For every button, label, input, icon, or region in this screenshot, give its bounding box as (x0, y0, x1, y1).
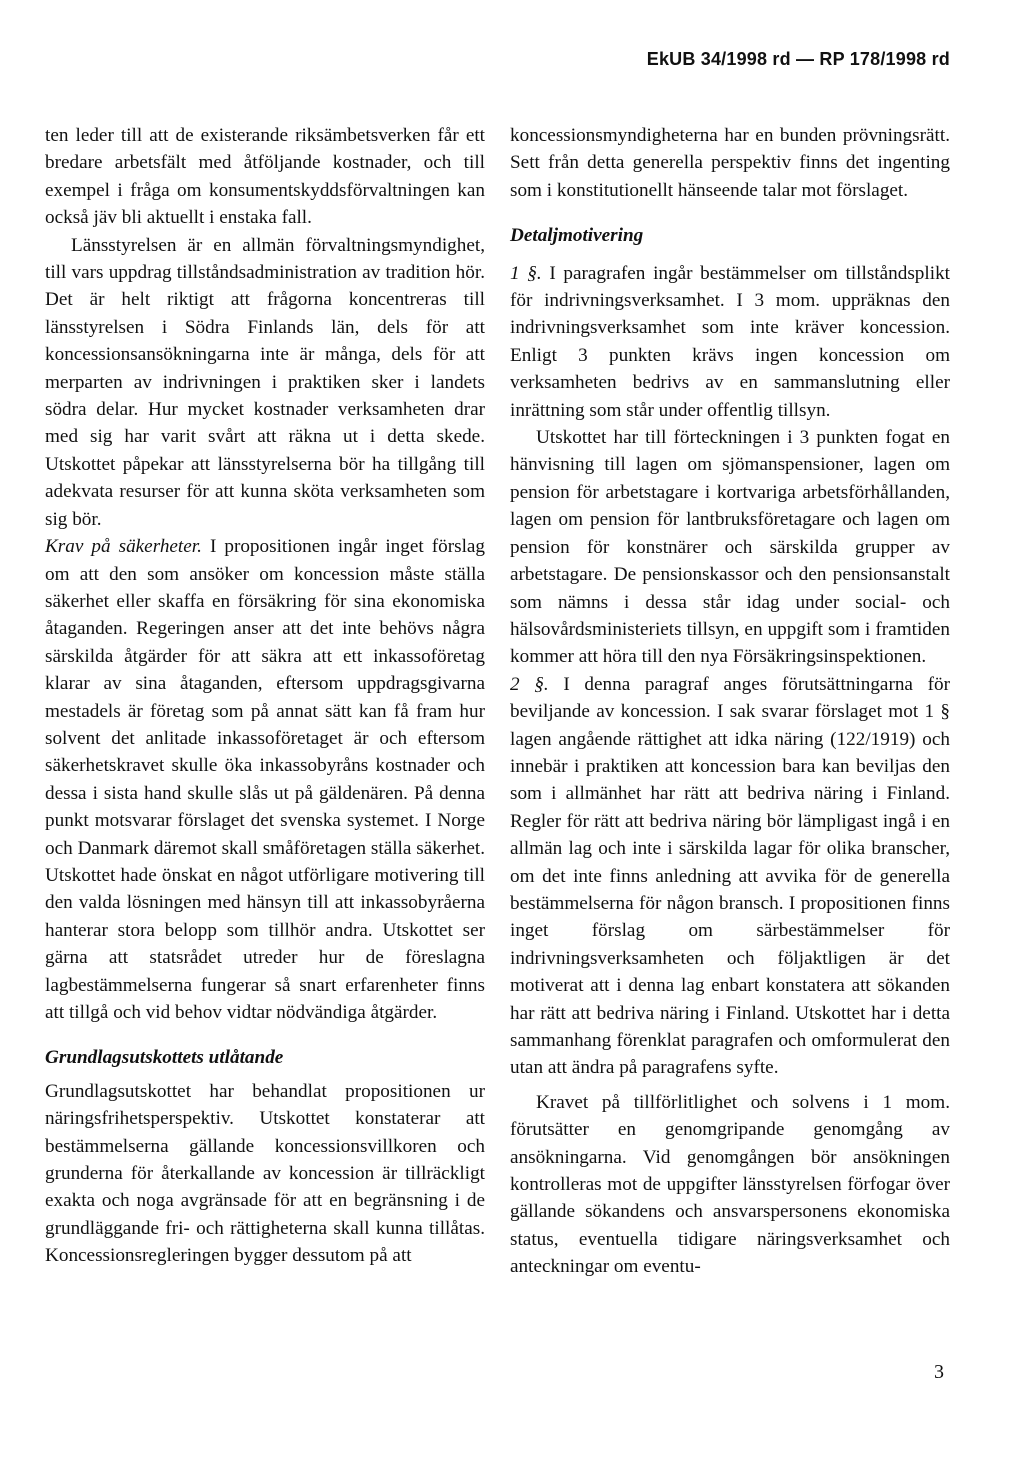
left-column (45, 122, 485, 1270)
right-column (510, 122, 950, 1281)
paragraph-body: I denna paragraf anges förutsättningarna för beviljande av koncession. I sak svarar förslaget mot 1 § lagen angående rättighet att idka näring (122/1919) och innebär i praktiken att koncession bara kan beviljas den som i allmänhet har rätt att bedriva näring i Finland. Regler för rätt att bedriva näring bör lämpligast ingå i en allmän lag och inte i särskilda lagar för olika branscher, om det inte finns anledning att avvika för de generella bestämmelserna för någon bransch. I propositionen finns inget förslag om särbestämmelser för indrivningsverksamheten och följaktligen är det motiverat att i denna lag enbart konstatera att sökanden har rätt att bedriva näring i Finland. Utskottet har i detta sammanhang förenklat paragrafen och omformulerat den utan att ändra på paragrafens syfte. (510, 673, 950, 1079)
paragraph: Länsstyrelsen är en allmän förvaltningsmyndighet, till vars uppdrag tillståndsadministration av tradition hör. Det är helt riktigt att frågorna koncentreras till länsstyrelsen i Södra Finlands län, dels för att koncessionsansökningarna inte är många, dels för att merparten av indrivningen i praktiken sker i landets södra delar. Hur mycket kostnader verksamheten drar med sig har varit svårt att räkna ut i detta skede. Utskottet påpekar att länsstyrelserna bör ha tillgång till adekvata resurser för att kunna sköta verksamheten som sig bör. (45, 234, 485, 530)
page-header: EkUB 34/1998 rd — RP 178/1998 rd (646, 49, 950, 69)
paragraph: Grundlagsutskottet har behandlat propositionen ur näringsfrihetsperspektiv. Utskottet konstaterar att bestämmelserna gällande koncessionsvillkoren och grunderna för återkallande av koncession är tillräckligt exakta och noga avgränsade för att en begränsning i de grundläggande fri- och rättigheterna skall kunna tillåtas. Koncessionsregleringen bygger dessutom på att (45, 1080, 485, 1267)
section-heading: Grundlagsutskottets utlåtande (45, 1047, 284, 1069)
section-heading: Detaljmotivering (510, 225, 644, 247)
paragraph-lead: 2 §. (510, 673, 549, 695)
paragraph (510, 260, 950, 424)
paragraph (45, 533, 485, 1026)
paragraph-lead: 1 §. (510, 262, 542, 284)
paragraph: Utskottet har till förteckningen i 3 punkten fogat en hänvisning till lagen om sjömanspensioner, lagen om pension för arbetstagare i kortvariga arbetsförhållanden, lagen om pension för lantbruksföretagare och lagen om pension för konstnärer och särskilda grupper av arbetstagare. De pensionskassor och den pensionsanstalt som nämns i dessa står idag under social- och hälsovårdsministeriets tillsyn, en uppgift som i framtiden kommer att höra till den nya Försäkringsinspektionen. (510, 427, 950, 668)
paragraph-body: I paragrafen ingår bestämmelser om tillståndsplikt för indrivningsverksamhet. I 3 mom. uppräknas den indrivningsverksamhet som inte kräver koncession. Enligt 3 punkten krävs ingen koncession om verksamheten bedrivs av en sammanslutning eller inrättning som står under offentlig tillsyn. (510, 262, 950, 421)
paragraph-body: I propositionen ingår inget förslag om att den som ansöker om koncession måste ställa säkerhet eller skaffa en försäkring för sina ekonomiska åtaganden. Regeringen anser att det inte behövs några särskilda åtgärder för att säkra att ett inkassoföretag klarar av sina åtaganden, eftersom uppdragsgivarna mestadels är företag som på annat sätt kan få fram hur solvent det anlitade inkassoföretaget är och eftersom säkerhetskravet skulle öka inkassobyråns kostnader och dessa i sista hand skulle slås ut på gäldenären. På denna punkt motsvarar förslaget det svenska systemet. I Norge och Danmark däremot skall småföretagen ställa säkerhet. Utskottet hade önskat en något utförligare motivering till den valda lösningen med hänsyn till att inkassobyråerna hanterar stora belopp som tillhör andra. Utskottet ser gärna att statsrådet utreder hur de föreslagna lagbestämmelserna fungerar så snart erfarenheter finns att tillgå och vid behov vidtar nödvändiga åtgärder. (45, 536, 486, 1023)
paragraph: Kravet på tillförlitlighet och solvens i 1 mom. förutsätter en genomgripande genomgång av ansökningarna. Vid genomgången bör ansökningen kontrolleras mot de uppgifter länsstyrelsen förfogar över gällande sökandens och ansvarspersonens ekonomiska status, eventuella tidigare näringsverksamhet och anteckningar om eventu- (510, 1091, 950, 1278)
paragraph-lead: Krav på säkerheter. (45, 536, 202, 558)
page-number: 3 (934, 1361, 944, 1383)
paragraph: koncessionsmyndigheterna har en bunden prövningsrätt. Sett från detta generella perspektiv finns det ingenting som i konstitutionellt hänseende talar mot förslaget. (510, 125, 950, 201)
paragraph (510, 671, 950, 1082)
paragraph: ten leder till att de existerande riksämbetsverken får ett bredare arbetsfält med åtföljande kostnader, och till exempel i fråga om konsumentskyddsförvaltningen kan också jäv bli aktuellt i enstaka fall. (45, 125, 485, 229)
